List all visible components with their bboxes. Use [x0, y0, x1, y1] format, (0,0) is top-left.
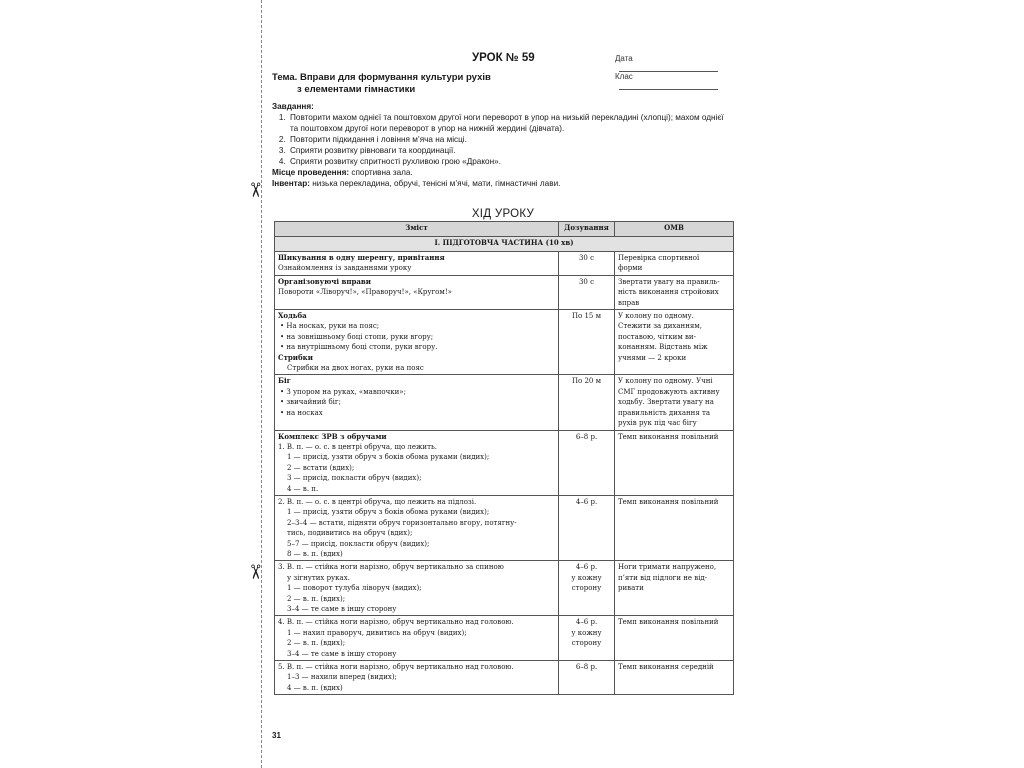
dose-cell	[559, 561, 615, 616]
date-field	[615, 54, 734, 72]
topic-line-1: Тема. Вправи для формування культури рухів	[272, 72, 491, 83]
content-line: Біг	[278, 376, 291, 386]
omv-line: Темп виконання повільний	[618, 618, 719, 627]
column-header-content: Зміст	[275, 222, 559, 237]
omv-line: ходьбу. Звертати увагу на	[618, 398, 714, 407]
task-item: 4. Сприяти розвитку спритності рухливою грою «Дракон».	[288, 156, 734, 167]
content-cell	[275, 375, 559, 430]
task-item: 1. Повторити махом однієї та поштовхом другої ноги переворот в упор на низькій перекладині (хлопці); махом однієї та поштовхом другої ноги переворот в упор на нижній жердині (дівчата).	[288, 112, 734, 134]
content-line: 1 — поворот тулуба ліворуч (видих);	[287, 584, 422, 593]
table-row	[275, 616, 734, 661]
content-line: 4 — в. п.	[287, 484, 319, 493]
topic	[272, 72, 491, 96]
content-line: 3 — присід, покласти обруч (видих);	[287, 474, 422, 483]
dose-line: сторону	[571, 639, 602, 648]
omv-cell	[615, 310, 734, 375]
content-line: Ходьба	[278, 311, 307, 321]
content-cell	[275, 616, 559, 661]
tasks-heading: Завдання:	[272, 102, 314, 111]
omv-cell	[615, 275, 734, 309]
table-row	[275, 310, 734, 375]
omv-line: конанням. Відстань між	[618, 343, 708, 352]
content-cell	[275, 310, 559, 375]
omv-line: рухів рук під час бігу	[618, 419, 697, 428]
inventory-line	[272, 178, 734, 189]
content-line: Повороти «Ліворуч!», «Праворуч!», «Кругом!»	[278, 288, 452, 297]
content-line: 2 — встати (вдих);	[287, 463, 355, 472]
content-line: 2. В. п. — о. с. в центрі обруча, що лежить на підлозі.	[278, 497, 477, 506]
section-row	[275, 237, 734, 252]
dose-line: у кожну	[571, 628, 602, 637]
content-line: Комплекс ЗРВ з обручами	[278, 431, 387, 441]
dose-line: 30 с	[578, 254, 595, 262]
omv-line: п’яти від підлоги не від-	[618, 573, 708, 582]
content-line: 8 — в. п. (вдих)	[287, 549, 343, 558]
table-row	[275, 661, 734, 695]
class-label: Клас	[615, 72, 633, 81]
content-line: Ознайомлення із завданнями уроку	[278, 264, 412, 273]
content-cell	[275, 430, 559, 495]
content-line: тись, подивитись на обруч (вдих);	[287, 529, 413, 538]
date-label: Дата	[615, 54, 633, 63]
omv-cell	[615, 616, 734, 661]
omv-line: Ноги тримати напружено,	[618, 563, 717, 572]
scissors-icon: ✂	[243, 563, 268, 581]
content-line: 5. В. п. — стійка ноги нарізно, обруч вертикально над головою.	[278, 663, 514, 672]
omv-cell	[615, 561, 734, 616]
cut-line	[261, 0, 262, 768]
table-row	[275, 275, 734, 309]
content-cell	[275, 495, 559, 560]
omv-line: Темп виконання повільний	[618, 497, 719, 506]
scissors-icon: ✂	[243, 181, 268, 199]
omv-line: Темп виконання середній	[618, 663, 714, 672]
content-line: 4. В. п. — стійка ноги нарізно, обруч вертикально над головою.	[278, 618, 514, 627]
omv-cell	[615, 661, 734, 695]
dose-line: 30 с	[578, 277, 595, 286]
omv-line: поставою, чітким ви-	[618, 332, 696, 341]
course-title: ХІД УРОКУ	[471, 208, 535, 220]
lesson-plan-table	[274, 221, 734, 695]
omv-cell	[615, 430, 734, 495]
worksheet-page	[272, 0, 734, 768]
content-line: • звичайний біг;	[280, 398, 341, 407]
content-line: 3–4 — те саме в іншу сторону	[287, 649, 397, 658]
content-line: 4 — в. п. (вдих)	[287, 683, 343, 692]
tasks-list	[272, 112, 734, 167]
omv-cell	[615, 252, 734, 276]
content-line: 1–3 — нахили вперед (видих);	[287, 673, 397, 682]
dose-line: сторону	[571, 584, 602, 593]
place-line	[272, 167, 734, 178]
content-line: • на внутрішньому боці стопи, руки вгору.	[280, 343, 438, 352]
content-line: 5–7 — присід, покласти обруч (видих);	[287, 539, 430, 548]
omv-line: У колону по одному.	[618, 312, 694, 321]
omv-cell	[615, 375, 734, 430]
content-line: 3–4 — те саме в іншу сторону	[287, 605, 397, 613]
content-line: • З упором на руках, «мавпочки»;	[280, 387, 406, 396]
table-header-row	[275, 222, 734, 237]
dose-cell	[559, 616, 615, 661]
content-line: • на носках	[280, 408, 323, 417]
content-line: 1 — нахил праворуч, дивитись на обруч (видих);	[287, 628, 467, 637]
task-item: 3. Сприяти розвитку рівноваги та координації.	[288, 145, 734, 156]
place-value: спортивна зала.	[349, 168, 413, 177]
omv-line: вправ	[618, 298, 640, 307]
omv-line: учнями — 2 кроки	[618, 353, 687, 362]
column-header-omv: ОМВ	[615, 222, 734, 237]
content-line: у зігнутих руках.	[287, 573, 350, 582]
table-row	[275, 252, 734, 276]
lesson-title: УРОК № 59	[472, 52, 535, 64]
content-line: 2 — в. п. (вдих);	[287, 594, 346, 603]
content-line: • на зовнішньому боці стопи, руки вгору;	[280, 332, 434, 341]
column-header-dose: Дозування	[559, 222, 615, 237]
content-line: 2 — в. п. (вдих);	[287, 639, 346, 648]
dose-cell	[559, 495, 615, 560]
dose-cell	[559, 275, 615, 309]
section-title: І. ПІДГОТОВЧА ЧАСТИНА (10 хв)	[275, 237, 734, 252]
tasks-block	[272, 101, 734, 189]
inventory-label: Інвентар:	[272, 179, 310, 188]
content-cell	[275, 561, 559, 616]
dose-line: 4–6 р.	[575, 563, 598, 572]
omv-line: У колону по одному. Учні	[618, 377, 713, 386]
omv-line: Темп виконання повільний	[618, 432, 719, 441]
inventory-value: низька перекладина, обручі, тенісні м’ячі, мати, гімнастичні лави.	[309, 179, 561, 188]
class-line	[619, 89, 718, 90]
omv-line: правильність дихання та	[618, 408, 711, 417]
content-line: 1 — присід, узяти обруч з боків обома руками (видих);	[287, 453, 490, 462]
topic-line-2: з елементами гімнастики	[297, 84, 416, 95]
dose-line: 4–6 р.	[575, 618, 598, 627]
content-line: 2–3–4 — встати, підняти обруч горизонтально вгору, потягну-	[287, 518, 517, 527]
dose-cell	[559, 661, 615, 695]
content-line: 1. В. п. — о. с. в центрі обруча, що лежить.	[278, 442, 437, 451]
table-row	[275, 430, 734, 495]
dose-line: По 20 м	[571, 377, 602, 386]
content-line: Шикування в одну шеренгу, привітання	[278, 253, 445, 262]
omv-line: Звертати увагу на правиль-	[618, 277, 720, 286]
content-line: • На носках, руки на пояс;	[280, 322, 380, 331]
content-line: 1 — присід, узяти обруч з боків обома руками (видих);	[287, 508, 490, 517]
content-cell	[275, 661, 559, 695]
dose-line: 6–8 р.	[575, 432, 598, 441]
page-number: 31	[272, 731, 281, 740]
dose-cell	[559, 430, 615, 495]
task-item: 2. Повторити підкидання і ловіння м’яча на місці.	[288, 134, 734, 145]
omv-line: Перевірка спортивної	[618, 254, 700, 262]
content-line: 3. В. п. — стійка ноги нарізно, обруч вертикально за спиною	[278, 563, 504, 572]
dose-cell	[559, 375, 615, 430]
place-label: Місце проведення:	[272, 168, 350, 177]
omv-line: форми	[618, 264, 643, 273]
dose-cell	[559, 310, 615, 375]
omv-line: Стежити за диханням,	[618, 322, 702, 331]
content-line: Організовуючі вправи	[278, 276, 371, 286]
class-field	[615, 72, 734, 90]
omv-line: ність виконання стройових	[618, 288, 719, 297]
dose-cell	[559, 252, 615, 276]
omv-line: СМГ продовжують активну	[618, 387, 720, 396]
content-cell	[275, 275, 559, 309]
table-row	[275, 495, 734, 560]
content-cell	[275, 252, 559, 276]
dose-line: По 15 м	[571, 312, 602, 321]
dose-line: 6–8 р.	[575, 663, 598, 672]
omv-line: ривати	[618, 584, 644, 593]
table-row	[275, 561, 734, 616]
table-row	[275, 375, 734, 430]
content-line: Стрибки	[278, 352, 313, 362]
dose-line: у кожну	[571, 573, 602, 582]
content-line: Стрибки на двох ногах, руки на пояс	[287, 364, 424, 373]
dose-line: 4–6 р.	[575, 497, 598, 506]
omv-cell	[615, 495, 734, 560]
